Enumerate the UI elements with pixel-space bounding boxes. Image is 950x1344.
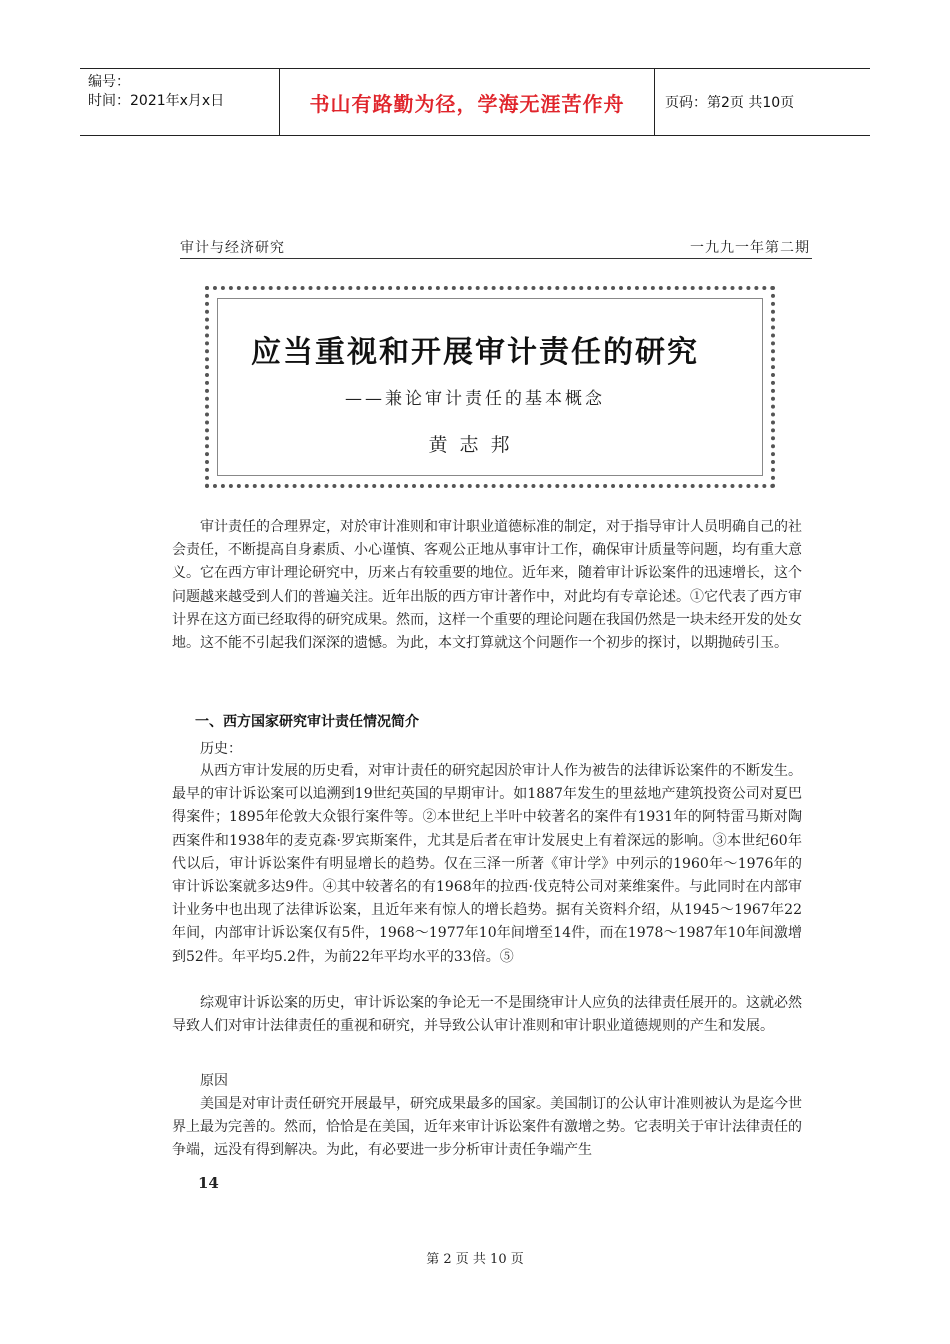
header-table bbox=[80, 68, 870, 136]
intro-text: 审计责任的合理界定，对於审计准则和审计职业道德标准的制定，对于指导审计人员明确自己的社会责任，不断提高自身素质、小心谨慎、客观公正地从事审计工作，确保审计质量等问题，均有重大意义。它在西方审计理论研究中，历来占有较重要的地位。近年来，随着审计诉讼案件的迅速增长，这个问题越来越受到人们的普遍关注。近年出版的西方审计著作中，对此均有专章论述。①它代表了西方审计界在这方面已经取得的研究成果。然而，这样一个重要的理论问题在我国仍然是一块未经开发的处女地。这不能不引起我们深深的遗憾。为此，本文打算就这个问题作一个初步的探讨，以期抛砖引玉。 bbox=[172, 519, 802, 652]
history-paragraph bbox=[172, 760, 802, 969]
footer-page-info: 第 2 页 共 10 页 bbox=[426, 1252, 524, 1267]
header-meta bbox=[80, 69, 280, 135]
journal-name: 审计与经济研究 bbox=[180, 240, 285, 256]
article-author: 黄志邦 bbox=[428, 434, 522, 456]
page-number: 14 bbox=[198, 1174, 219, 1192]
review-paragraph bbox=[172, 992, 802, 1038]
cause-label: 原因 bbox=[200, 1073, 228, 1089]
cause-paragraph bbox=[172, 1093, 802, 1163]
intro-paragraph bbox=[172, 516, 802, 655]
section-heading: 一、西方国家研究审计责任情况简介 bbox=[195, 714, 419, 730]
article-subtitle: ——兼论审计责任的基本概念 bbox=[345, 389, 605, 409]
header-motto-cell bbox=[280, 69, 655, 135]
time-label: 时间：2021年x月x日 bbox=[88, 93, 225, 109]
running-header-rule bbox=[180, 258, 812, 259]
history-label: 历史： bbox=[200, 741, 242, 757]
journal-issue: 一九九一年第二期 bbox=[690, 240, 810, 256]
cause-text: 美国是对审计责任研究开展最早，研究成果最多的国家。美国制订的公认审计准则被认为是迄今世界上最为完善的。然而，恰恰是在美国，近年来审计诉讼案件有激增之势。它表明关于审计法律责任的争端，远没有得到解决。为此，有必要进一步分析审计责任争端产生 bbox=[172, 1096, 802, 1159]
code-label: 编号： bbox=[88, 74, 130, 90]
header-page-info: 页码：第2页 共10页 bbox=[665, 95, 795, 111]
header-motto: 书山有路勤为径，学海无涯苦作舟 bbox=[309, 91, 625, 116]
history-text: 从西方审计发展的历史看，对审计责任的研究起因於审计人作为被告的法律诉讼案件的不断发生。最早的审计诉讼案可以追溯到19世纪英国的早期审计。如1887年发生的里兹地产建筑投资公司对夏巴得案件；1895年伦敦大众银行案件等。②本世纪上半叶中较著名的案件有1931年的阿特雷马斯对陶西案件和1938年的麦克森·罗宾斯案件，尤其是后者在审计发展史上有着深远的影响。③本世纪60年代以后，审计诉讼案件有明显增长的趋势。仅在三泽一所著《审计学》中列示的1960年～1976年的审计诉讼案就多达9件。④其中较著名的有1968年的拉西·伐克特公司对莱维案件。与此同时在内部审计业务中也出现了法律诉讼案，且近年来有惊人的增长趋势。据有关资料介绍，从1945～1967年22年间，内部审计诉讼案仅有5件，1968～1977年10年间增至14件，而在1978～1987年10年间激增到52件。年平均5.2件，为前22年平均水平的33倍。⑤ bbox=[172, 763, 802, 965]
article-title: 应当重视和开展审计责任的研究 bbox=[251, 335, 699, 370]
review-text: 综观审计诉讼案的历史，审计诉讼案的争论无一不是围绕审计人应负的法律责任展开的。这就必然导致人们对审计法律责任的重视和研究，并导致公认审计准则和审计职业道德规则的产生和发展。 bbox=[172, 995, 802, 1035]
